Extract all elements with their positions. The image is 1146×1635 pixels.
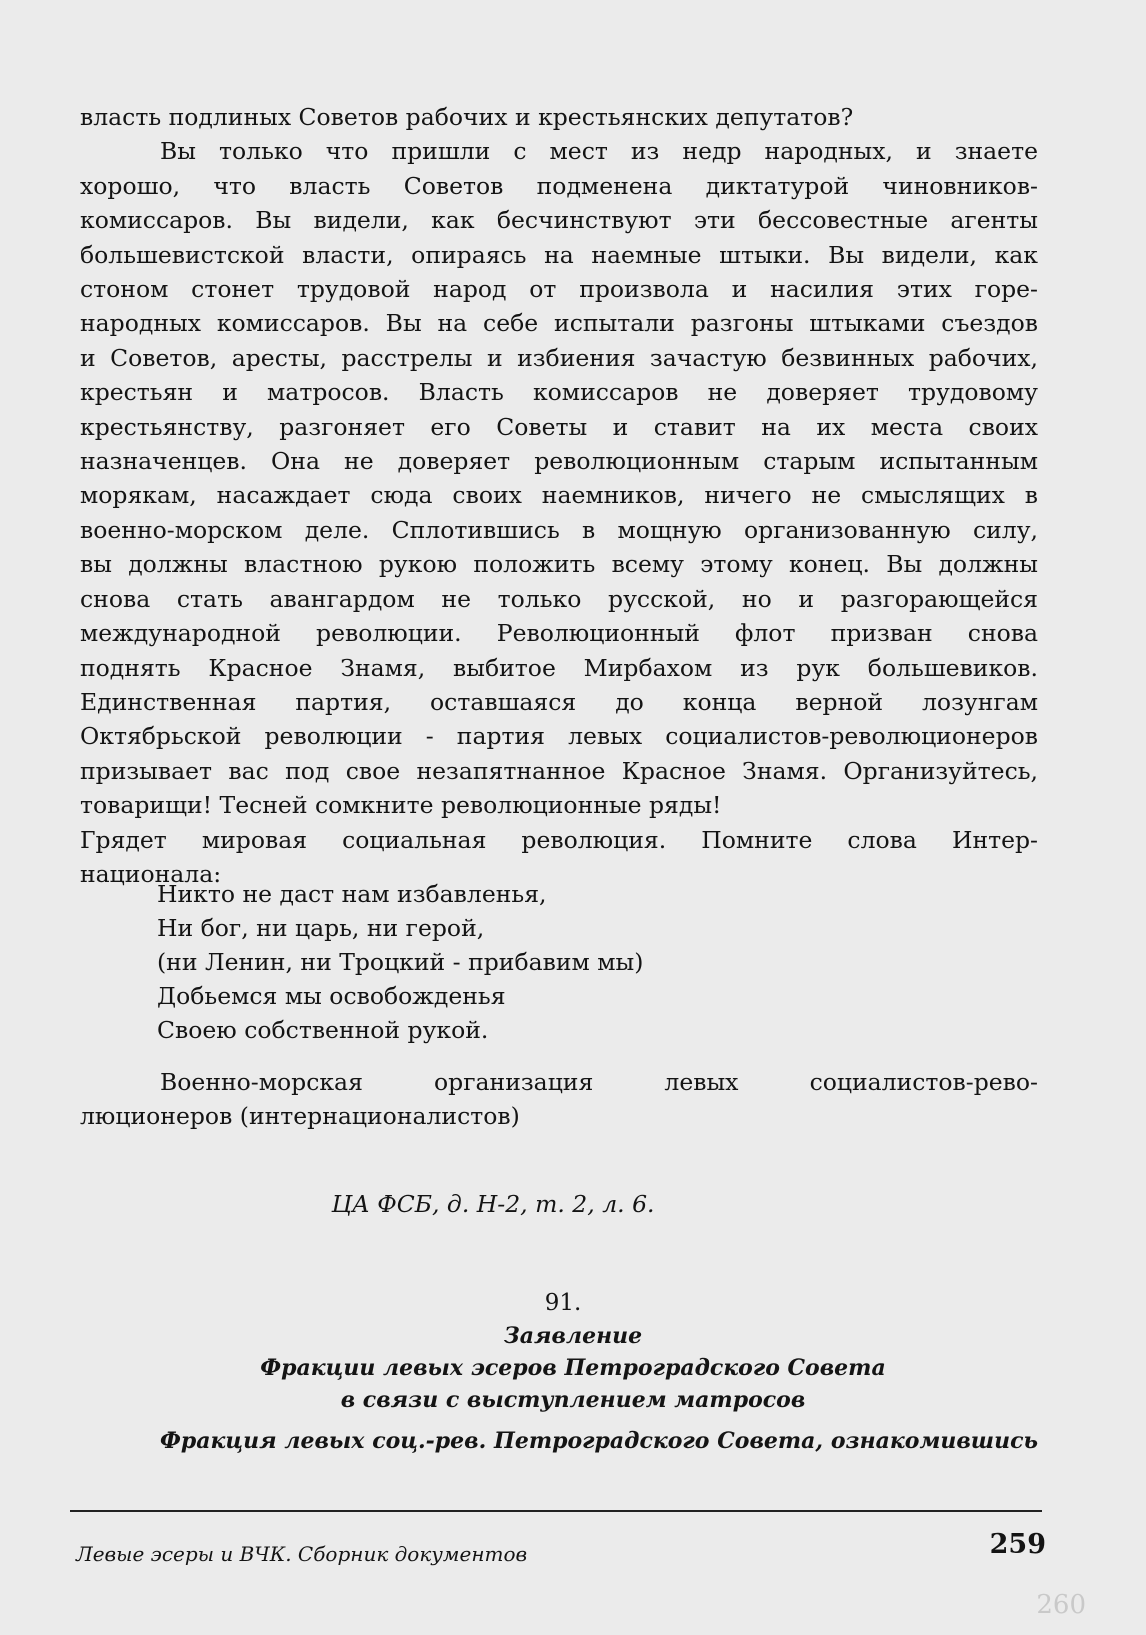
- text-line: большевистской власти, опираясь на наемные штыки. Вы видели, как: [80, 240, 1038, 269]
- text-line: назначенцев. Она не доверяет революционным старым испытанным: [80, 447, 1038, 476]
- text-line: вы должны властною рукою положить всему этому конец. Вы должны: [80, 550, 1038, 579]
- document-title-block: [0, 1320, 1146, 1416]
- poem-line: (ни Ленин, ни Троцкий - прибавим мы): [157, 948, 644, 976]
- bleed-through-page-number: 260: [1036, 1590, 1086, 1620]
- document-subtitle: Фракции левых эсеров Петроградского Совета: [260, 1355, 886, 1381]
- text-line: международной революции. Революционный флот призван снова: [80, 619, 1038, 648]
- text-line: власть подлиных Советов рабочих и крестьянских депутатов?: [80, 103, 854, 131]
- page-number: 259: [989, 1529, 1046, 1560]
- poem-line: Добьемся мы освобожденья: [157, 982, 506, 1010]
- poem-line: Своею собственной рукой.: [157, 1016, 489, 1044]
- internationale-quote: [157, 877, 643, 1047]
- text-line: Единственная партия, оставшаяся до конца верной лозунгам: [80, 687, 1038, 716]
- text-line: национала:: [80, 859, 222, 888]
- text-line: Вы только что пришли с мест из недр народных, и знаете: [160, 137, 1038, 166]
- text-line: и Советов, аресты, расстрелы и избиения зачастую безвинных рабочих,: [80, 343, 1038, 372]
- text-line: комиссаров. Вы видели, как бесчинствуют эти бессовестные агенты: [80, 206, 1038, 235]
- text-line: народных комиссаров. Вы на себе испытали разгоны штыками съездов: [80, 309, 1038, 338]
- document-number: 91.: [544, 1290, 582, 1316]
- archive-source: ЦА ФСБ, д. Н-2, т. 2, л. 6.: [331, 1190, 655, 1218]
- poem-line: Никто не даст нам избавленья,: [157, 880, 547, 908]
- text-line: крестьян и матросов. Власть комиссаров не доверяет трудовому: [80, 378, 1038, 407]
- text-line: Грядет мировая социальная революция. Помните слова Интер-: [80, 825, 1038, 854]
- text-line: стоном стонет трудовой народ от произвола и насилия этих горе-: [80, 275, 1038, 304]
- text-line: хорошо, что власть Советов подменена диктатурой чиновников-: [80, 171, 1038, 200]
- text-line: товарищи! Тесней сомкните революционные ряды!: [80, 791, 722, 820]
- signature-line: Военно-морская организация левых социалистов-рево-: [160, 1068, 1038, 1096]
- document-subtitle: в связи с выступлением матросов: [340, 1387, 806, 1413]
- text-line: военно-морском деле. Сплотившись в мощную организованную силу,: [80, 515, 1038, 544]
- signature-line: люционеров (интернационалистов): [80, 1102, 520, 1131]
- text-line: Октябрьской революции - партия левых социалистов-революционеров: [80, 722, 1038, 751]
- appeal-body: [80, 100, 1038, 891]
- footer-divider: [70, 1510, 1042, 1512]
- text-line: снова стать авангардом не только русской, но и разгорающейся: [80, 584, 1038, 613]
- signature-block: [80, 1065, 1038, 1134]
- text-line: крестьянству, разгоняет его Советы и ставит на их места своих: [80, 412, 1038, 441]
- text-line: призывает вас под свое незапятнанное Красное Знамя. Организуйтесь,: [80, 756, 1038, 785]
- poem-line: Ни бог, ни царь, ни герой,: [157, 914, 485, 942]
- running-footer-title: Левые эсеры и ВЧК. Сборник документов: [76, 1542, 528, 1566]
- document-title: Заявление: [503, 1323, 643, 1349]
- document-lead: Фракция левых соц.-рев. Петроградского Совета, ознакомившись: [160, 1428, 1038, 1454]
- text-line: морякам, насаждает сюда своих наемников, ничего не смыслящих в: [80, 481, 1038, 510]
- text-line: поднять Красное Знамя, выбитое Мирбахом из рук большевиков.: [80, 653, 1038, 682]
